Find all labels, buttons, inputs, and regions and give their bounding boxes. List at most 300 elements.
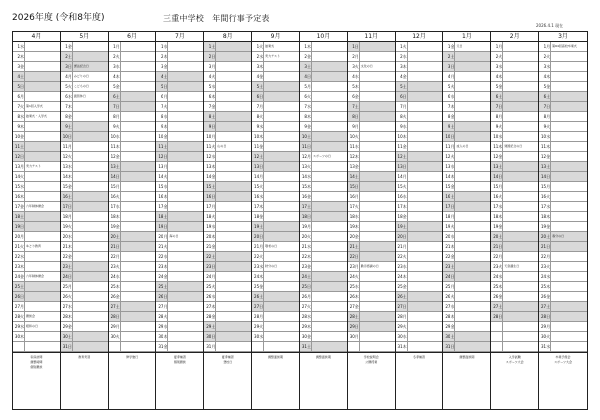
day-of-week: 土 <box>450 264 455 269</box>
day-number: 11 <box>254 144 260 149</box>
day-event <box>408 112 443 121</box>
day-of-week: 日 <box>306 144 311 149</box>
day-event <box>73 242 108 251</box>
day-of-week: 日 <box>354 114 359 119</box>
day-row <box>300 92 347 102</box>
day-row <box>109 342 156 352</box>
day-number: 18 <box>541 214 547 219</box>
day-event <box>360 152 395 161</box>
day-of-week: 火 <box>115 54 120 59</box>
day-event <box>551 242 587 251</box>
day-row <box>156 262 203 272</box>
day-number: 9 <box>208 124 212 129</box>
day-number: 9 <box>113 124 116 129</box>
day-event <box>551 102 587 111</box>
day-of-week: 水 <box>67 164 72 169</box>
day-number: 17 <box>254 204 260 209</box>
day-row <box>539 322 587 332</box>
day-row <box>443 82 490 92</box>
day-event <box>312 132 347 141</box>
day-row <box>348 72 395 82</box>
day-number: 4 <box>304 74 307 79</box>
day-row <box>443 172 490 182</box>
day-of-week: 木 <box>402 204 407 209</box>
day-number: 16 <box>301 194 307 199</box>
day-row <box>156 212 203 222</box>
day-of-week: 日 <box>546 244 551 249</box>
day-number: 24 <box>445 274 451 279</box>
day-event <box>360 292 395 301</box>
day-row <box>300 302 347 312</box>
day-of-week: 土 <box>306 204 311 209</box>
day-event <box>408 92 443 101</box>
day-of-week: 金 <box>498 294 503 299</box>
day-row <box>300 292 347 302</box>
day-event <box>455 222 490 231</box>
day-event <box>264 192 299 201</box>
day-row <box>348 282 395 292</box>
day-row <box>252 92 299 102</box>
day-event <box>360 72 395 81</box>
day-event <box>312 182 347 191</box>
day-number: 28 <box>254 314 260 319</box>
day-of-week: 日 <box>259 94 264 99</box>
day-event <box>121 152 156 161</box>
day-event <box>25 62 60 71</box>
day-of-week: 土 <box>211 324 216 329</box>
day-event <box>312 172 347 181</box>
day-number: 28 <box>397 314 403 319</box>
day-of-week: 木 <box>306 44 311 49</box>
day-event <box>216 132 251 141</box>
day-of-week: 月 <box>498 184 503 189</box>
month-column <box>109 32 157 409</box>
day-number: 13 <box>301 164 307 169</box>
day-row <box>204 52 251 62</box>
day-event <box>168 302 203 311</box>
day-of-week: 月 <box>546 254 551 259</box>
day-row <box>156 42 203 52</box>
day-number: 3 <box>447 64 451 69</box>
day-number: 27 <box>445 304 451 309</box>
month-header: 4月 <box>13 32 60 42</box>
day-number: 24 <box>349 274 355 279</box>
day-of-week: 水 <box>115 64 120 69</box>
day-event <box>121 202 156 211</box>
day-of-week: 日 <box>450 204 455 209</box>
day-row <box>204 332 251 342</box>
day-number: 16 <box>62 194 68 199</box>
day-event <box>168 182 203 191</box>
day-of-week: 土 <box>450 54 455 59</box>
day-event <box>312 232 347 241</box>
day-row <box>61 132 108 142</box>
day-of-week: 金 <box>498 154 503 159</box>
day-number: 2 <box>256 54 260 59</box>
day-of-week: 日 <box>354 184 359 189</box>
day-of-week: 金 <box>20 204 24 209</box>
day-number: 17 <box>110 204 116 209</box>
day-of-week: 金 <box>211 104 216 109</box>
day-row <box>204 242 251 252</box>
day-event <box>73 342 108 351</box>
day-event <box>121 112 156 121</box>
day-of-week: 日 <box>354 44 359 49</box>
day-of-week: 日 <box>115 174 120 179</box>
day-event: 秋分の日 <box>265 264 278 268</box>
day-row <box>491 342 538 352</box>
month-days <box>539 42 587 352</box>
day-number: 24 <box>14 274 20 279</box>
day-event <box>25 72 60 81</box>
day-row <box>396 82 443 92</box>
day-of-week: 土 <box>450 124 455 129</box>
day-number: 4 <box>495 74 499 79</box>
day-event <box>408 122 443 131</box>
day-event <box>312 162 347 171</box>
day-number: 22 <box>493 254 499 259</box>
day-number: 4 <box>543 74 547 79</box>
day-of-week: 木 <box>306 324 311 329</box>
day-row <box>156 292 203 302</box>
day-event <box>551 72 587 81</box>
day-number: 14 <box>541 174 547 179</box>
day-of-week: 水 <box>354 284 359 289</box>
day-number: 7 <box>447 104 451 109</box>
day-row <box>348 312 395 322</box>
day-row <box>252 312 299 322</box>
day-event <box>168 142 203 151</box>
day-of-week: 月 <box>354 194 359 199</box>
day-number: 22 <box>206 254 212 259</box>
day-number: 12 <box>349 154 355 159</box>
day-number: 23 <box>397 264 403 269</box>
month-days <box>300 42 347 352</box>
day-number: 27 <box>62 304 68 309</box>
day-event <box>73 262 108 271</box>
day-number: 19 <box>301 224 307 229</box>
day-row <box>61 312 108 322</box>
month-days <box>13 42 60 352</box>
day-of-week: 火 <box>259 114 264 119</box>
day-event <box>264 162 299 171</box>
day-event: 勤労感謝の日 <box>360 264 379 268</box>
day-of-week: 土 <box>450 194 455 199</box>
day-of-week: 火 <box>546 124 551 129</box>
day-of-week: 火 <box>115 194 120 199</box>
day-number: 6 <box>400 94 403 99</box>
day-row <box>348 272 395 282</box>
day-event <box>551 222 587 231</box>
day-of-week: 土 <box>402 224 407 229</box>
day-of-week: 月 <box>259 174 264 179</box>
day-row <box>348 42 395 52</box>
day-number: 12 <box>206 154 212 159</box>
day-number: 7 <box>65 104 68 109</box>
day-number: 24 <box>206 274 212 279</box>
day-event <box>216 82 251 91</box>
day-event <box>25 342 60 351</box>
day-event <box>216 332 251 341</box>
day-of-week: 火 <box>498 54 503 59</box>
day-row <box>539 222 587 232</box>
day-event <box>360 222 395 231</box>
day-row <box>491 282 538 292</box>
day-number: 6 <box>352 94 355 99</box>
day-of-week: 日 <box>498 174 503 179</box>
day-event: 成人の日 <box>456 144 469 148</box>
day-number: 20 <box>349 234 355 239</box>
day-number: 19 <box>14 224 20 229</box>
day-number: 6 <box>113 94 116 99</box>
day-event: こどもの日 <box>73 84 89 88</box>
day-event <box>503 312 538 321</box>
day-event <box>121 302 156 311</box>
day-row <box>13 292 60 302</box>
day-event <box>503 82 538 91</box>
day-event <box>73 292 108 301</box>
day-event <box>455 112 490 121</box>
day-number: 1 <box>352 44 355 49</box>
day-event <box>503 102 538 111</box>
month-days <box>443 42 490 352</box>
day-row <box>300 262 347 272</box>
day-number: 13 <box>349 164 355 169</box>
day-row <box>348 132 395 142</box>
day-number: 14 <box>110 174 116 179</box>
day-of-week: 月 <box>402 174 407 179</box>
day-event <box>503 172 538 181</box>
day-event <box>216 172 251 181</box>
day-event: 第1回入学式 <box>26 104 43 108</box>
day-row <box>61 192 108 202</box>
month-header: 7月 <box>156 32 203 42</box>
day-row <box>252 142 299 152</box>
day-of-week: 月 <box>546 324 551 329</box>
day-row <box>348 172 395 182</box>
day-number: 18 <box>158 214 164 219</box>
day-number: 27 <box>301 304 307 309</box>
day-of-week: 月 <box>20 234 24 239</box>
day-of-week: 水 <box>211 294 216 299</box>
day-number: 18 <box>62 214 68 219</box>
day-row <box>300 82 347 92</box>
month-column <box>13 32 61 409</box>
day-event <box>360 282 395 291</box>
day-number: 25 <box>254 284 260 289</box>
day-row <box>443 152 490 162</box>
day-event <box>264 342 299 351</box>
day-of-week: 火 <box>354 274 359 279</box>
day-of-week: 水 <box>259 124 264 129</box>
day-row <box>348 112 395 122</box>
day-of-week: 金 <box>306 54 311 59</box>
day-row <box>204 282 251 292</box>
day-number: 22 <box>349 254 355 259</box>
day-of-week: 月 <box>498 254 503 259</box>
day-row <box>443 342 490 352</box>
day-event <box>360 302 395 311</box>
day-row <box>491 232 538 242</box>
day-number: 21 <box>254 244 260 249</box>
day-event <box>408 242 443 251</box>
day-row <box>156 112 203 122</box>
day-event <box>360 192 395 201</box>
day-event <box>121 182 156 191</box>
day-number: 11 <box>301 144 307 149</box>
day-of-week: 日 <box>498 314 503 319</box>
day-event <box>503 222 538 231</box>
month-header: 11月 <box>348 32 395 42</box>
day-row <box>204 62 251 72</box>
day-event <box>121 312 156 321</box>
day-of-week: 水 <box>20 44 24 49</box>
day-number: 7 <box>400 104 403 109</box>
day-of-week: 日 <box>211 54 216 59</box>
day-number: 12 <box>397 154 403 159</box>
day-number: 31 <box>158 344 164 349</box>
day-number: 2 <box>352 54 355 59</box>
day-row <box>13 142 60 152</box>
day-row <box>252 212 299 222</box>
day-event <box>360 232 395 241</box>
day-row <box>109 272 156 282</box>
day-event <box>551 302 587 311</box>
month-days <box>252 42 299 352</box>
day-of-week: 火 <box>115 124 120 129</box>
day-of-week: 月 <box>115 114 120 119</box>
day-of-week: 金 <box>259 214 264 219</box>
day-of-week: 水 <box>259 264 264 269</box>
day-row <box>109 232 156 242</box>
day-number: 26 <box>254 294 260 299</box>
day-event <box>360 242 395 251</box>
day-of-week: 金 <box>402 74 407 79</box>
day-row <box>61 122 108 132</box>
month-column <box>61 32 109 409</box>
day-number: 10 <box>397 134 403 139</box>
day-event <box>408 142 443 151</box>
day-row <box>396 142 443 152</box>
day-event: 実力テスト <box>26 164 41 168</box>
day-number: 14 <box>206 174 212 179</box>
day-of-week: 月 <box>450 284 455 289</box>
day-row <box>539 202 587 212</box>
day-event: 文化の日 <box>360 64 373 68</box>
day-of-week: 日 <box>306 74 311 79</box>
day-of-week: 土 <box>546 304 551 309</box>
day-row <box>109 72 156 82</box>
day-of-week: 月 <box>67 74 72 79</box>
day-event <box>455 52 490 61</box>
day-row <box>109 82 156 92</box>
day-event <box>551 332 587 341</box>
day-number: 2 <box>160 54 164 59</box>
day-event <box>264 212 299 221</box>
day-number: 18 <box>349 214 355 219</box>
day-row <box>156 52 203 62</box>
day-of-week: 木 <box>259 204 264 209</box>
day-number: 7 <box>304 104 307 109</box>
day-event <box>312 302 347 311</box>
day-row <box>443 182 490 192</box>
day-of-week: 土 <box>354 314 359 319</box>
day-of-week: 火 <box>498 124 503 129</box>
day-event <box>408 62 443 71</box>
month-notes <box>300 352 347 409</box>
day-of-week: 土 <box>115 304 120 309</box>
day-number: 8 <box>113 114 116 119</box>
day-event <box>216 302 251 311</box>
day-row <box>252 52 299 62</box>
day-row <box>443 92 490 102</box>
day-number: 8 <box>256 114 260 119</box>
month-header: 1月 <box>443 32 490 42</box>
day-row <box>109 52 156 62</box>
day-of-week: 水 <box>354 214 359 219</box>
day-event <box>73 282 108 291</box>
day-number: 1 <box>447 44 451 49</box>
day-number: 5 <box>160 84 164 89</box>
day-row <box>539 92 587 102</box>
day-of-week: 火 <box>450 294 455 299</box>
day-event <box>455 252 490 261</box>
day-of-week: 水 <box>259 334 264 339</box>
day-row <box>109 222 156 232</box>
day-event <box>312 312 347 321</box>
day-row <box>491 252 538 262</box>
day-of-week: 木 <box>402 344 407 349</box>
day-number: 29 <box>158 324 164 329</box>
day-of-week: 木 <box>163 124 168 129</box>
day-of-week: 木 <box>546 74 551 79</box>
day-event <box>25 332 60 341</box>
day-number: 14 <box>349 174 355 179</box>
month-header: 9月 <box>252 32 299 42</box>
day-of-week: 日 <box>115 104 120 109</box>
day-row <box>491 172 538 182</box>
day-of-week: 火 <box>20 314 24 319</box>
day-row <box>443 222 490 232</box>
day-row <box>348 82 395 92</box>
day-event <box>455 102 490 111</box>
day-of-week: 日 <box>67 204 72 209</box>
day-event <box>121 292 156 301</box>
day-of-week: 金 <box>402 214 407 219</box>
day-number: 8 <box>65 114 68 119</box>
day-number: 8 <box>17 114 20 119</box>
day-event <box>551 342 587 351</box>
day-number <box>13 342 20 351</box>
day-number: 2 <box>304 54 307 59</box>
day-number: 8 <box>543 114 547 119</box>
month-header: 8月 <box>204 32 251 42</box>
day-event <box>551 132 587 141</box>
day-of-week: 木 <box>211 304 216 309</box>
day-row <box>491 262 538 272</box>
day-event <box>216 182 251 191</box>
day-row <box>252 302 299 312</box>
day-of-week: 日 <box>546 314 551 319</box>
day-row <box>13 162 60 172</box>
day-row <box>491 182 538 192</box>
day-number: 9 <box>447 124 451 129</box>
day-event <box>25 42 60 51</box>
day-row <box>13 72 60 82</box>
day-number: 24 <box>397 274 403 279</box>
day-number: 10 <box>493 134 499 139</box>
day-row <box>396 232 443 242</box>
